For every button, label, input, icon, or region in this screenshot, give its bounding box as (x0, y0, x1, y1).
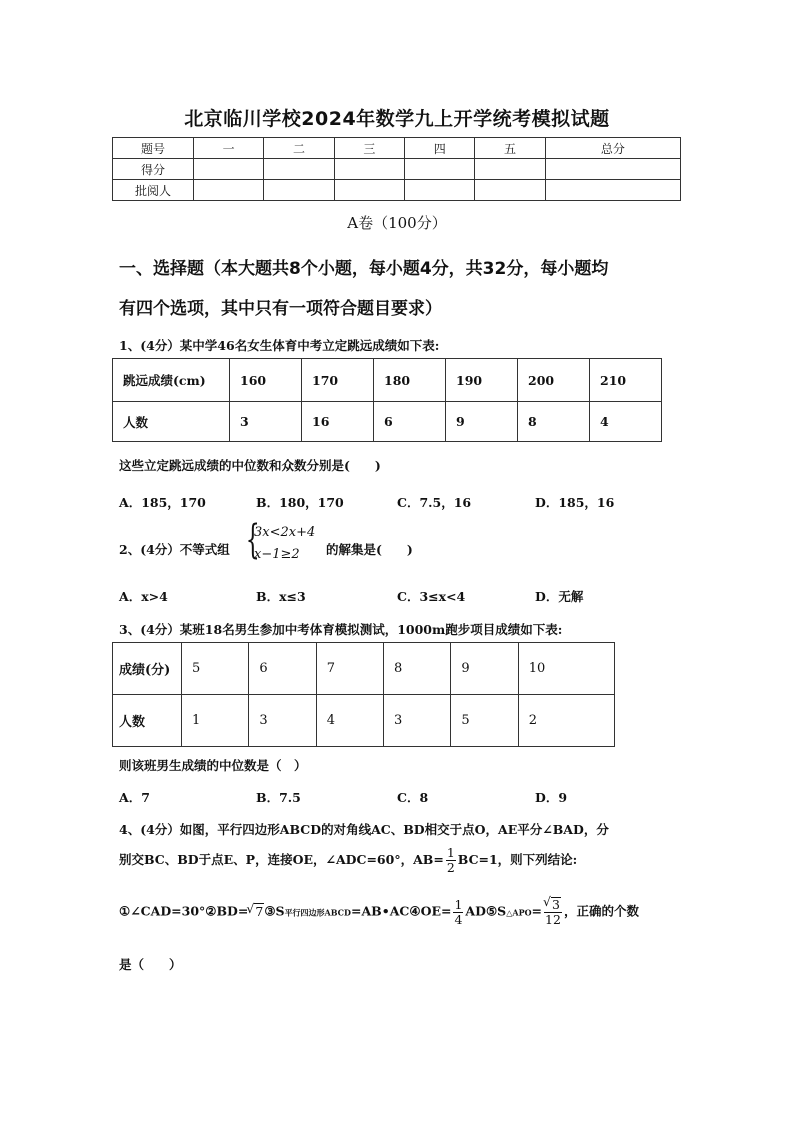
q3-count-cell: 3 (384, 695, 451, 747)
q2-suffix: 的解集是( ) (326, 542, 413, 557)
fraction-numerator (544, 897, 562, 913)
q1-stem: 1、(4分）某中学46名女生体育中考立定跳远成绩如下表: (119, 338, 440, 353)
q2-option-d: D．无解 (535, 589, 584, 604)
q1-row-label: 人数 (113, 402, 230, 442)
q2-inequality-2: x−1≥2 (254, 547, 300, 562)
q3-score-cell: 6 (249, 643, 316, 695)
q3-score-cell: 10 (518, 643, 614, 695)
q1-score-cell: 170 (302, 359, 374, 402)
fraction-denominator: 2 (446, 860, 455, 875)
fraction-sqrt-three: √ 3 (551, 897, 561, 912)
header-cell: 二 (264, 138, 334, 159)
reviewer-cell (405, 180, 475, 201)
q4-area-subscript-2: △APO (506, 907, 532, 918)
q4-area-subscript-1: 平行四边形ABCD (284, 907, 351, 918)
q3-row-label: 人数 (113, 695, 182, 747)
q4-line4: 是（ ） (119, 957, 182, 972)
q3-stem: 3、(4分）某班18名男生参加中考体育模拟测试，1000m跑步项目成绩如下表: (119, 622, 563, 637)
reviewer-cell (194, 180, 264, 201)
q1-row-label: 跳远成绩(cm) (113, 359, 230, 402)
q4-sqrt-seven: √ 7 (254, 903, 264, 919)
q3-score-cell: 9 (451, 643, 518, 695)
score-table (112, 137, 681, 201)
q1-option-d: D．185，16 (535, 495, 615, 510)
score-cell (194, 159, 264, 180)
header-cell: 五 (475, 138, 545, 159)
q3-row-label: 成绩(分) (113, 643, 182, 695)
reviewer-cell (475, 180, 545, 201)
q4-fraction-half (446, 846, 456, 875)
q2-brace: { (245, 517, 260, 563)
score-cell (475, 159, 545, 180)
q1-score-cell: 200 (518, 359, 590, 402)
page-title: 北京临川学校2024年数学九上开学统考模拟试题 (184, 108, 610, 130)
reviewer-cell (264, 180, 334, 201)
q3-option-b: B．7.5 (256, 790, 301, 805)
q1-count-cell: 16 (302, 402, 374, 442)
q4-fraction-quarter (453, 898, 463, 927)
row-label: 批阅人 (113, 180, 194, 201)
q3-count-cell: 1 (182, 695, 249, 747)
q1-score-cell: 210 (590, 359, 662, 402)
score-table-header-row (113, 138, 681, 159)
q2-option-c: C．3≤x<4 (397, 589, 466, 604)
q2-inequality-1: 3x<2x+4 (254, 525, 316, 540)
q1-score-cell: 190 (446, 359, 518, 402)
q1-table (112, 358, 662, 442)
q3-score-cell: 5 (182, 643, 249, 695)
q2-prefix: 2、(4分）不等式组 (119, 542, 230, 557)
q1-question: 这些立定跳远成绩的中位数和众数分别是( ) (119, 458, 381, 473)
score-cell (334, 159, 404, 180)
header-cell: 总分 (545, 138, 680, 159)
score-cell (405, 159, 475, 180)
q3-count-row (113, 695, 615, 747)
score-row (113, 159, 681, 180)
q3-count-cell: 4 (316, 695, 383, 747)
fraction-denominator: 4 (454, 911, 463, 927)
q1-score-cell: 180 (374, 359, 446, 402)
header-cell: 一 (194, 138, 264, 159)
q1-count-row (113, 402, 662, 442)
section-heading-line1: 一、选择题（本大题共8个小题，每小题4分，共32分，每小题均 (119, 259, 609, 279)
header-cell: 三 (334, 138, 404, 159)
section-heading-line2: 有四个选项，其中只有一项符合题目要求） (119, 299, 442, 319)
q1-option-b: B．180，170 (256, 495, 344, 510)
q3-question: 则该班男生成绩的中位数是（ ） (119, 758, 307, 773)
row-label: 得分 (113, 159, 194, 180)
q1-count-cell: 4 (590, 402, 662, 442)
q1-count-cell: 8 (518, 402, 590, 442)
q4-line3-text-f: ，正确的个数 (563, 903, 639, 919)
volume-heading: A卷（100分） (347, 214, 447, 232)
q3-table (112, 642, 615, 747)
q4-line3-text-d: AD⑤S (465, 903, 507, 919)
q4-line3-text-a: ①∠CAD=30°②BD= (119, 903, 249, 919)
fraction-numerator: 1 (446, 845, 455, 860)
header-cell: 题号 (113, 138, 194, 159)
q3-count-cell: 3 (249, 695, 316, 747)
q1-count-cell: 3 (230, 402, 302, 442)
q2-option-a: A．x>4 (119, 589, 168, 604)
q4-line2-text-a: 别交BC、BD于点E、P，连接OE，∠ADC=60°，AB= (119, 852, 444, 867)
reviewer-cell (334, 180, 404, 201)
score-cell (545, 159, 680, 180)
q4-line3-text-e: = (531, 903, 543, 919)
q3-option-d: D．9 (535, 790, 568, 805)
q3-option-c: C．8 (397, 790, 429, 805)
q4-line1: 4、(4分）如图，平行四边形ABCD的对角线AC、BD相交于点O，AE平分∠BAD，分 (119, 822, 609, 837)
q1-option-a: A．185，170 (119, 495, 206, 510)
score-cell (264, 159, 334, 180)
q4-line3 (119, 897, 639, 927)
q1-count-cell: 6 (374, 402, 446, 442)
q4-line3-text-b: ③S (264, 903, 285, 919)
q2-option-b: B．x≤3 (256, 589, 306, 604)
header-cell: 四 (405, 138, 475, 159)
fraction-denominator: 12 (545, 912, 561, 927)
q4-line2-text-b: BC=1，则下列结论: (457, 852, 578, 867)
q1-score-cell: 160 (230, 359, 302, 402)
q2-inequality-system (254, 522, 315, 566)
reviewer-row (113, 180, 681, 201)
reviewer-cell (545, 180, 680, 201)
q1-count-cell: 9 (446, 402, 518, 442)
fraction-numerator: 1 (454, 896, 463, 912)
q3-count-cell: 5 (451, 695, 518, 747)
q3-score-cell: 8 (384, 643, 451, 695)
q4-line2 (119, 846, 577, 875)
q4-fraction-sqrt3-over-12 (544, 897, 562, 927)
q3-score-row (113, 643, 615, 695)
q3-score-cell: 7 (316, 643, 383, 695)
q4-line3-text-c: =AB•AC④OE= (350, 903, 452, 919)
q3-option-a: A．7 (119, 790, 150, 805)
q1-option-c: C．7.5，16 (397, 495, 472, 510)
q3-count-cell: 2 (518, 695, 614, 747)
q1-score-row (113, 359, 662, 402)
